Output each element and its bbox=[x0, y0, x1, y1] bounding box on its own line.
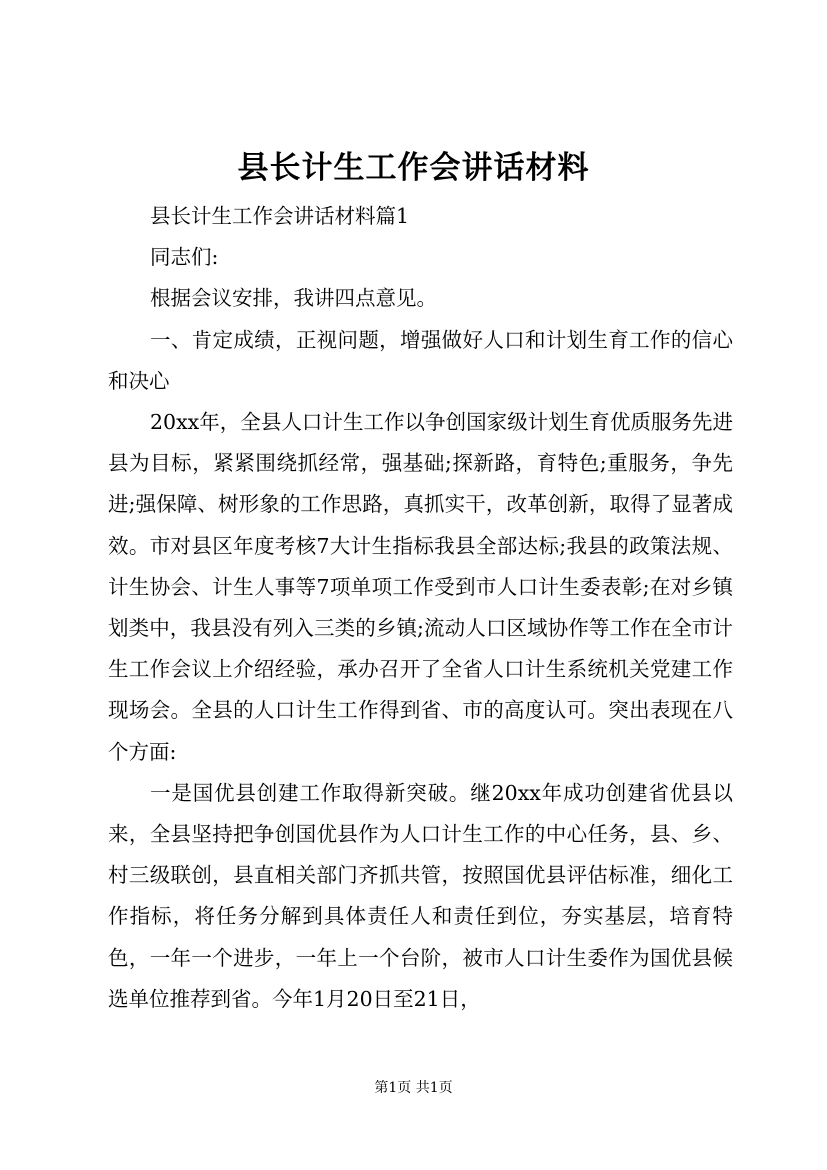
paragraph-heading: 县长计生工作会讲话材料篇1 bbox=[150, 204, 410, 228]
paragraph-achievements: 20xx年，全县人口计生工作以争创国家级计划生育优质服务先进县为目标，紧紧围绕抓经常，强基础;探新路，育特色;重服务，争先进;强保障、树形象的工作思路，真抓实干，改革创新，取得了显著成效。市对县区年度考核7大计生指标我县全部达标;我县的政策法规、计生协会、计生人事等7项单项工作受到市人口计生委表彰;在对乡镇划类中，我县没有列入三类的乡镇;流动人口区域协作等工作在全市计生工作会议上介绍经验，承办召开了全省人口计生系统机关党建工作现场会。全县的人口计生工作得到省、市的高度认可。突出表现在八个方面: bbox=[108, 410, 733, 764]
page-footer: 第1页 共1页 bbox=[374, 1080, 453, 1096]
paragraph-section-one: 一、肯定成绩，正视问题，增强做好人口和计划生育工作的信心和决心 bbox=[108, 327, 733, 393]
document-title: 县长计生工作会讲话材料 bbox=[237, 150, 590, 186]
paragraph-point-one: 一是国优县创建工作取得新突破。继20xx年成功创建省优县以来，全县坚持把争创国优县作为人口计生工作的中心任务，县、乡、村三级联创，县直相关部门齐抓共管，按照国优县评估标准，细化工作指标，将任务分解到具体责任人和责任到位，夯实基层，培育特色，一年一个进步，一年上一个台阶，被市人口计生委作为国优县候选单位推荐到省。今年1月20日至21日， bbox=[108, 780, 733, 1011]
paragraph-intro: 根据会议安排，我讲四点意见。 bbox=[150, 286, 437, 311]
document-body bbox=[108, 196, 733, 1020]
paragraph-salutation: 同志们: bbox=[150, 245, 219, 270]
